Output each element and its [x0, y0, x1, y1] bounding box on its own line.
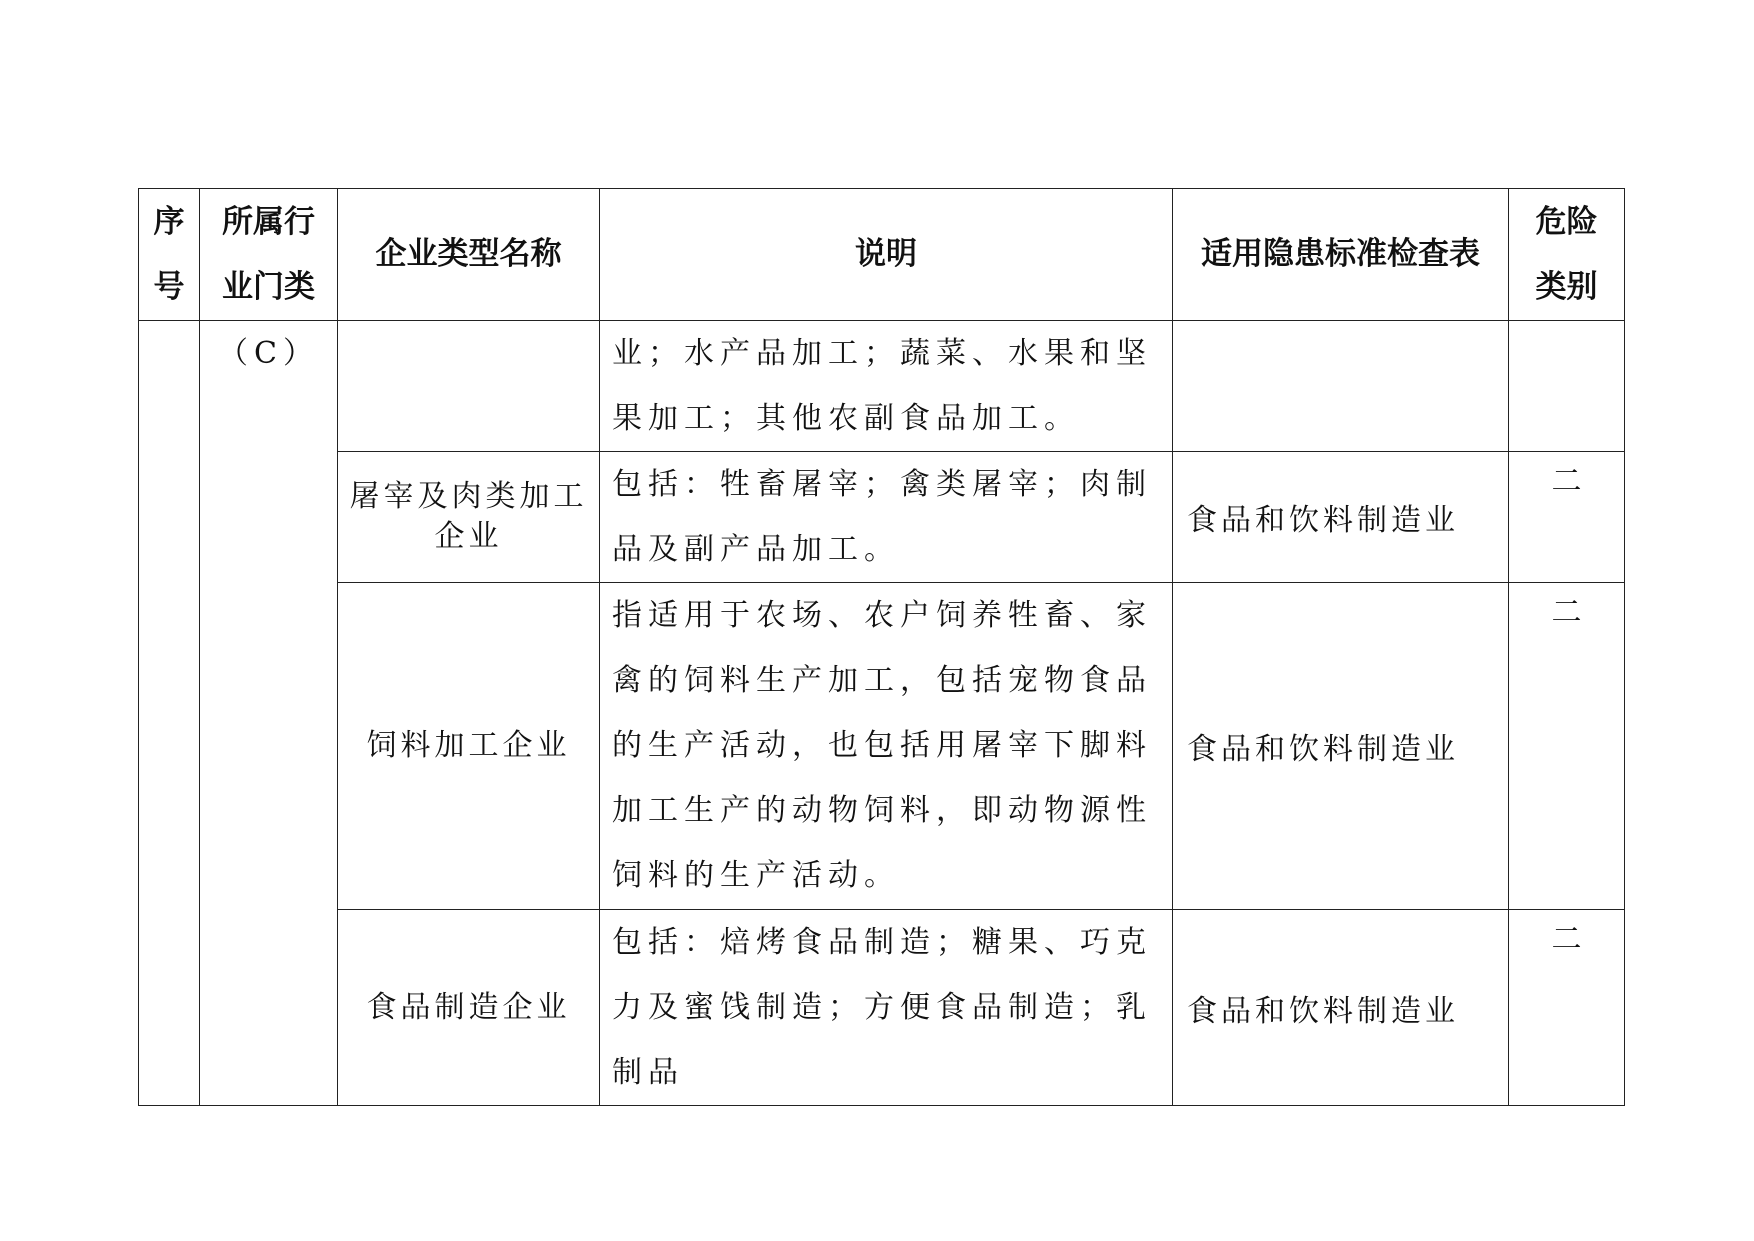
header-seq-line2: 号: [153, 268, 185, 305]
table-row: [139, 321, 1625, 452]
table-row: [139, 452, 1625, 583]
industry-code: （C）: [218, 336, 319, 371]
type-name-cell: [338, 321, 600, 452]
table-row: [139, 583, 1625, 910]
description-cell: 指适用于农场、农户饲养牲畜、家禽的饲料生产加工，包括宠物食品的生产活动，也包括用屠宰下脚料加工生产的动物饲料，即动物源性饲料的生产活动。: [600, 583, 1173, 910]
risk-cell: [1509, 452, 1625, 583]
header-risk-line2: 类别: [1535, 268, 1598, 305]
risk-cell: [1509, 321, 1625, 452]
header-industry-line1: 所属行: [222, 203, 315, 240]
seq-cell: [139, 321, 200, 1106]
description-cell: 包括：焙烤食品制造；糖果、巧克力及蜜饯制造；方便食品制造；乳制品: [600, 910, 1173, 1106]
description-cell: 业；水产品加工；蔬菜、水果和坚果加工；其他农副食品加工。: [600, 321, 1173, 452]
risk-value: 二: [1551, 464, 1582, 499]
enterprise-type-table: [138, 188, 1625, 1106]
header-seq-line1: 序: [153, 203, 185, 240]
checklist-cell: 食品和饮料制造业: [1173, 452, 1509, 583]
header-industry-line2: 业门类: [222, 268, 315, 305]
checklist-cell: [1173, 321, 1509, 452]
checklist-cell: 食品和饮料制造业: [1173, 583, 1509, 910]
description-cell: 包括：牲畜屠宰；禽类屠宰；肉制品及副产品加工。: [600, 452, 1173, 583]
table-row: [139, 910, 1625, 1106]
header-industry: [200, 189, 338, 321]
header-checklist: 适用隐患标准检查表: [1173, 189, 1509, 321]
header-type-name: 企业类型名称: [338, 189, 600, 321]
risk-cell: [1509, 910, 1625, 1106]
header-description: 说明: [600, 189, 1173, 321]
type-name-cell: 屠宰及肉类加工企业: [338, 452, 600, 583]
header-risk: [1509, 189, 1625, 321]
header-seq: [139, 189, 200, 321]
type-name-cell: 食品制造企业: [338, 910, 600, 1106]
risk-value: [1509, 321, 1624, 336]
risk-value: 二: [1551, 595, 1582, 630]
risk-cell: [1509, 583, 1625, 910]
type-name-cell: 饲料加工企业: [338, 583, 600, 910]
checklist-cell: 食品和饮料制造业: [1173, 910, 1509, 1106]
industry-cell: [200, 321, 338, 1106]
header-risk-line1: 危险: [1535, 203, 1598, 240]
risk-value: 二: [1551, 922, 1582, 957]
table-header-row: [139, 189, 1625, 321]
